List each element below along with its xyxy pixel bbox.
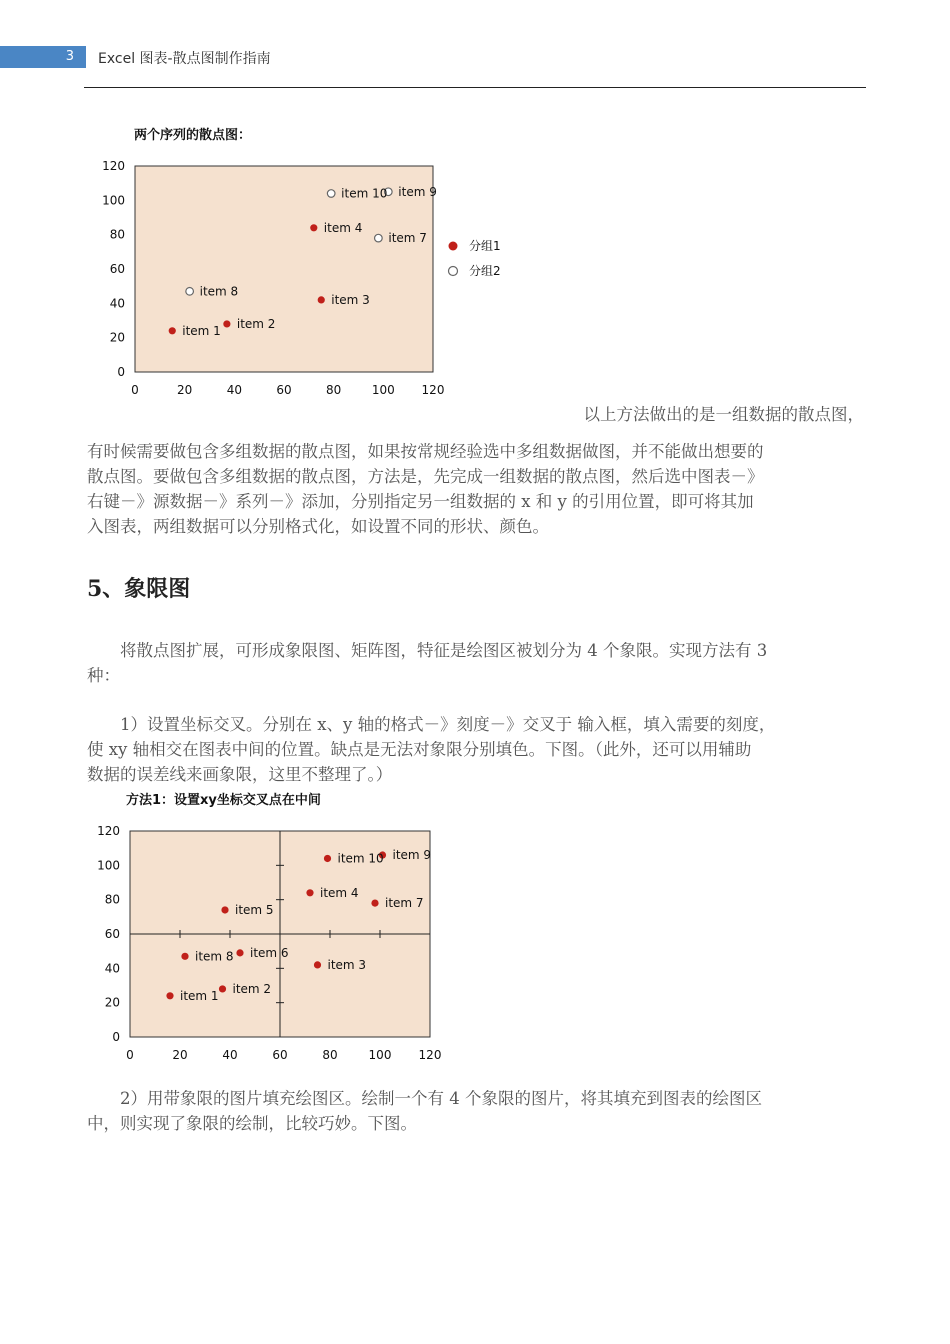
data-label: item 9 [392,848,432,863]
x-tick-label: 40 [226,383,242,397]
y-tick-label: 60 [109,262,125,276]
legend-label: 分组1 [469,239,501,253]
data-point [327,190,335,198]
data-label: item 4 [323,220,363,235]
data-label: item 8 [199,284,239,299]
quadrant-scatter-chart [86,786,456,1070]
x-tick-label: 40 [222,1048,238,1062]
data-label: item 3 [331,292,370,307]
scatter-chart-two-series [86,118,546,408]
y-tick-label: 40 [104,961,120,976]
paragraph-4-line: 中，则实现了象限的绘制，比较巧妙。下图。 [87,1114,417,1133]
data-label: item 7 [385,896,424,911]
x-tick-label: 120 [421,383,445,397]
y-tick-label: 120 [97,824,120,838]
legend-marker [449,267,458,276]
data-point [236,949,243,956]
paragraph-1-line: 散点图。要做包含多组数据的散点图，方法是，先完成一组数据的散点图，然后选中图表－》 [87,467,764,486]
x-tick-label: 100 [371,383,395,397]
paragraph-3-line: 1）设置坐标交叉。分别在 x、y 轴的格式－》刻度－》交叉于 输入框，填入需要的刻度， [87,715,776,734]
data-point [219,985,226,992]
y-tick-label: 100 [97,858,120,873]
plot-area [135,166,433,372]
data-point [186,288,194,296]
data-point [169,327,176,334]
data-point [223,320,230,327]
x-tick-label: 120 [418,1048,442,1062]
data-label: item 5 [235,902,274,917]
header-title: Excel 图表-散点图制作指南 [98,51,271,67]
paragraph-2-line: 种： [87,666,120,685]
legend-marker [449,242,458,251]
data-label: item 9 [398,184,437,199]
x-tick-label: 20 [172,1048,188,1062]
data-point [324,855,331,862]
data-point [318,296,325,303]
data-point [310,224,317,231]
data-label: item 4 [320,885,359,900]
data-label: item 2 [232,981,272,996]
data-point [375,234,383,242]
x-tick-label: 80 [322,1048,338,1062]
y-tick-label: 120 [102,159,125,173]
paragraph-1-tail: 以上方法做出的是一组数据的散点图， [583,405,864,424]
data-label: item 8 [195,949,234,964]
data-label: item 2 [236,316,276,331]
y-tick-label: 20 [109,330,125,345]
paragraph-1-line: 有时候需要做包含多组数据的散点图，如果按常规经验选中多组数据做图，并不能做出想要的 [87,442,764,461]
paragraph-1-line: 入图表，两组数据可以分别格式化，如设置不同的形状、颜色。 [87,517,549,536]
data-label: item 7 [388,231,427,246]
data-label: item 6 [250,945,289,960]
x-tick-label: 60 [272,1048,288,1062]
y-tick-label: 0 [112,1030,120,1044]
x-tick-label: 0 [126,1048,134,1062]
y-tick-label: 40 [109,296,125,311]
data-label: item 1 [180,988,219,1003]
x-tick-label: 100 [368,1048,392,1062]
x-tick-label: 20 [177,383,193,397]
data-point [314,961,321,968]
y-tick-label: 80 [109,227,125,242]
y-tick-label: 100 [102,193,125,208]
chart-title: 方法1：设置xy坐标交叉点在中间 [126,793,321,808]
data-point [306,889,313,896]
data-label: item 1 [182,323,221,338]
section-heading: 5、象限图 [87,576,191,602]
paragraph-3-line: 使 xy 轴相交在图表中间的位置。缺点是无法对象限分别填色。下图。（此外，还可以用辅助 [87,740,752,759]
paragraph-2-line: 将散点图扩展，可形成象限图、矩阵图，特征是绘图区被划分为 4 个象限。实现方法有 3 [87,641,768,660]
data-point [181,953,188,960]
legend-label: 分组2 [469,264,501,278]
x-tick-label: 60 [276,383,292,397]
data-point [221,906,228,913]
page-number: 3 [65,49,74,64]
paragraph-3-line: 数据的误差线来画象限，这里不整理了。） [87,765,393,784]
header-rule [84,87,866,88]
data-label: item 10 [341,186,388,201]
paragraph-4-line: 2）用带象限的图片填充绘图区。绘制一个有 4 个象限的图片，将其填充到图表的绘图区 [87,1089,762,1108]
data-label: item 10 [337,851,384,866]
y-tick-label: 0 [117,365,125,379]
chart-title: 两个序列的散点图： [134,128,252,143]
data-point [371,900,378,907]
y-tick-label: 60 [104,927,120,941]
data-label: item 3 [327,957,367,972]
x-tick-label: 80 [326,383,342,397]
y-tick-label: 20 [104,995,120,1010]
x-tick-label: 0 [131,383,139,397]
data-point [166,992,173,999]
y-tick-label: 80 [104,892,120,907]
paragraph-1-line: 右键－》源数据－》系列－》添加，分别指定另一组数据的 x 和 y 的引用位置，即可将其加 [87,492,754,511]
